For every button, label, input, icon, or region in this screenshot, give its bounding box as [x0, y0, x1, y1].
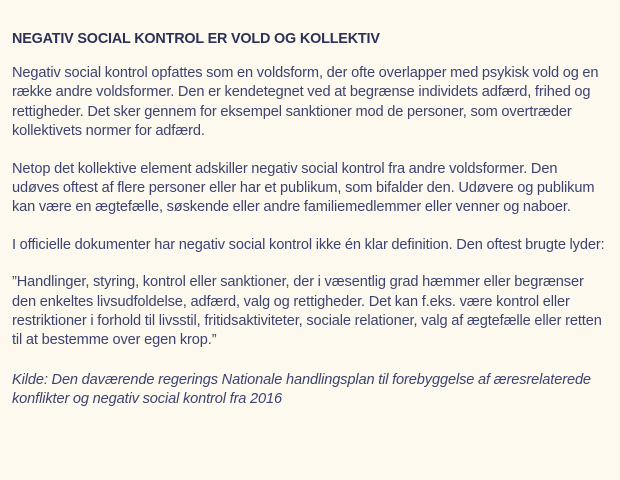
page-title: NEGATIV SOCIAL KONTROL ER VOLD OG KOLLEKTIV: [12, 31, 380, 47]
definition-quote: ”Handlinger, styring, kontrol eller sanktioner, der i væsentlig grad hæmmer eller begrænser den enkeltes livsudfoldelse, adfærd, valg og rettigheder. Det kan f.eks. være kontrol eller restriktioner i forhold til livsstil, fritidsaktiviteter, sociale relationer, valg af ægtefælle eller retten til at bestemme over egen krop.”: [12, 274, 602, 349]
body-paragraph-1: Negativ social kontrol opfattes som en voldsform, der ofte overlapper med psykisk vold og en række andre voldsformer. Den er kendetegnet ved at begrænse individets adfærd, frihed og rettigheder. Det sker gennem for eksempel sanktioner mod de personer, som overtræder kollektivets normer for adfærd.: [12, 65, 599, 140]
source-citation: Kilde: Den daværende regerings Nationale handlingsplan til forebyggelse af æresrelaterede konflikter og negativ social kontrol fra 2016: [12, 371, 591, 408]
body-paragraph-2: Netop det kollektive element adskiller negativ social kontrol fra andre voldsformer. Den udøves oftest af flere personer eller har et publikum, som bifalder den. Udøvere og publikum kan være en ægtefælle, søskende eller andre familiemedlemmer eller venner og naboer.: [12, 160, 595, 216]
body-paragraph-3: I officielle dokumenter har negativ social kontrol ikke én klar definition. Den oftest brugte lyder:: [12, 236, 605, 253]
